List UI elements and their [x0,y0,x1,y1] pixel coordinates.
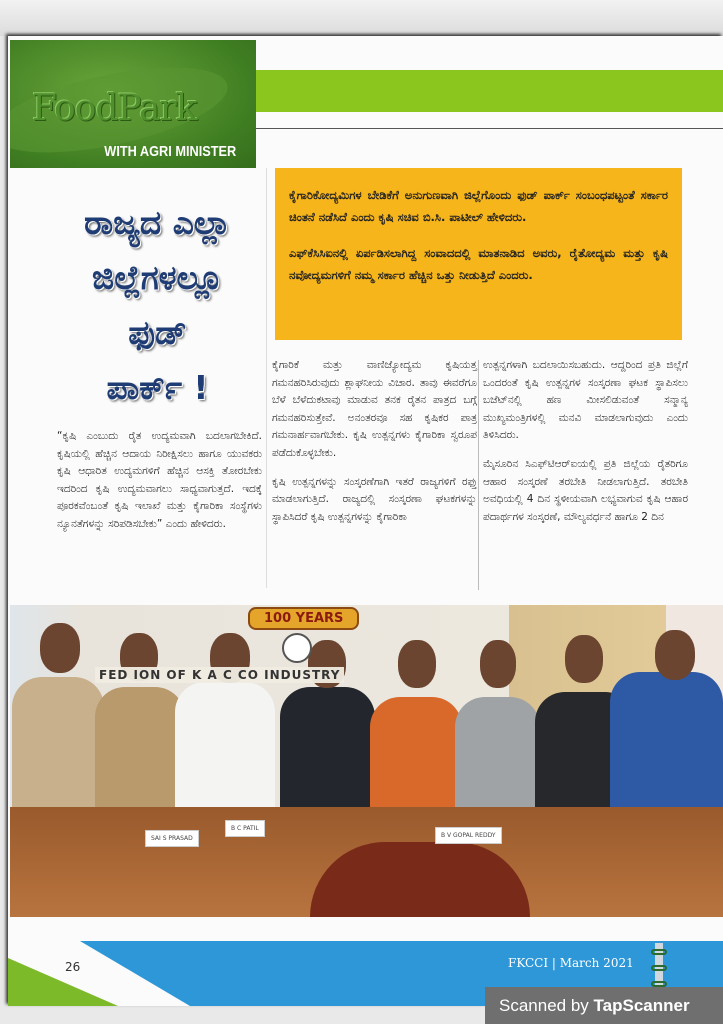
body-paragraph: ಕೈಗಾರಿಕೆ ಮತ್ತು ವಾಣಿಜ್ಯೋದ್ಯಮ ಕೃಷಿಯತ್ತ ಗಮನಹರಿಸಿರುವುದು ಶ್ಲಾಘನೀಯ ವಿಚಾರ. ತಾವು ಈವರೆಗೂ ಬೆಳೆ ಬೆಳೆದುಕಟಾವು ಮಾಡುವ ತನಕ ರೈತನ ಪಾತ್ರದ ಬಗ್ಗೆ ಗಮನಹರಿಸುತ್ತೇವೆ. ಅನಂತರವೂ ಸಹ ಕೃಷಿಕರ ಪಾತ್ರ ಗಮನಾರ್ಹವಾಗಬೇಕು. ಕೃಷಿ ಉತ್ಪನ್ನಗಳು ಕೈಗಾರಿಕಾ ಸ್ವರೂಪ ಪಡೆದುಕೊಳ್ಳಬೇಕು. [272,359,477,459]
fkcci-seal [282,633,312,663]
column-divider [478,360,479,590]
person-head [655,630,695,680]
header-divider [256,128,723,129]
headline-line: ಫುಡ್ [128,313,187,352]
highlight-box [275,168,682,340]
headline-line: ರಾಜ್ಯದ ಎಲ್ಲಾ [84,203,231,242]
highlight-paragraph: ಕೈಗಾರಿಕೋದ್ಯಮಿಗಳ ಬೇಡಿಕೆಗೆ ಅನುಗುಣವಾಗಿ ಜಿಲ್ಲೆಗೊಂದು ಫುಡ್ ಪಾರ್ಕ್ ಸಂಬಂಧಪಟ್ಟಂತೆ ಸರ್ಕಾರ ಚಿಂತನೆ ನಡೆಸಿದೆ ಎಂದು ಕೃಷಿ ಸಚಿವ ಬಿ.ಸಿ. ಪಾಟೀಲ್ ಹೇಳಿದರು. [289,188,668,224]
conference-table [10,807,723,917]
page-number: 26 [65,960,81,974]
scan-top-margin [0,0,723,36]
name-plate: B V GOPAL REDDY [435,827,502,844]
headline-line: ಜಿಲ್ಲೆಗಳಲ್ಲೂ [92,258,223,297]
watermark-brand: TapScanner [593,996,690,1015]
person-head [398,640,436,688]
name-plate: SAI S PRASAD [145,830,199,847]
column-divider [266,168,267,588]
tapscanner-watermark [485,987,723,1024]
body-paragraph: ಮೈಸೂರಿನ ಸಿಎಫ್‌ಟಿಆರ್‌ಐಯಲ್ಲಿ ಪ್ರತಿ ಜಿಲ್ಲೆಯ ರೈತರಿಗೂ ಆಹಾರ ಸಂಸ್ಕರಣೆ ತರಬೇತಿ ನೀಡಲಾಗುತ್ತಿದೆ. ತರಬೇತಿ ಅವಧಿಯಲ್ಲಿ 4 ದಿನ ಸ್ಥಳೀಯವಾಗಿ ಲಭ್ಯವಾಗುವ ಕೃಷಿ ಆಹಾರ ಪದಾರ್ಥಗಳ ಸಂಸ್ಕರಣೆ, ಮೌಲ್ಯವರ್ಧನೆ ಹಾಗೂ 2 ದಿನ [483,457,688,523]
name-plate: B C PATIL [225,820,265,837]
highlight-paragraph: ಎಫ್‌ಕೆಸಿಸಿಐನಲ್ಲಿ ಏರ್ಪಡಿಸಲಾಗಿದ್ದ ಸಂವಾದದಲ್ಲಿ ಮಾತನಾಡಿದ ಅವರು, ರೈತೋದ್ಯಮ ಮತ್ತು ಕೃಷಿ ನವೋದ್ಯಮಗಳಿಗೆ ನಮ್ಮ ಸರ್ಕಾರ ಹೆಚ್ಚಿನ ಒತ್ತು ನೀಡುತ್ತಿದೆ ಎಂದರು. [289,246,668,282]
event-photo [10,605,723,917]
banner-ribbon: 100 YEARS [248,607,359,630]
article-column-2 [483,357,688,526]
person-head [40,623,80,673]
article-headline [55,195,260,415]
header-green-bar [256,70,723,112]
headline-line: ಪಾರ್ಕ್ ! [106,368,209,407]
table-center [310,842,530,917]
person-head [565,635,603,683]
body-paragraph: ಉತ್ಪನ್ನಗಳಾಗಿ ಬದಲಾಯಿಸಬಹುದು. ಆದ್ದರಿಂದ ಪ್ರತಿ ಜಿಲ್ಲೆಗೆ ಒಂದರಂತೆ ಕೃಷಿ ಉತ್ಪನ್ನಗಳ ಸಂಸ್ಕರಣಾ ಘಟಕ ಸ್ಥಾಪಿಸಲು ಬಜೆಟ್‌ನಲ್ಲಿ ಹಣ ಮೀಸಲಿಡುವಂತೆ ಸನ್ಮಾನ್ಯ ಮುಖ್ಯಮಂತ್ರಿಗಳಲ್ಲಿ ಮನವಿ ಮಾಡಲಾಗುವುದು ಎಂದು ತಿಳಿಸಿದರು. [483,359,688,442]
pull-quote: “ಕೃಷಿ ಎಂಬುದು ರೈತ ಉದ್ಯಮವಾಗಿ ಬದಲಾಗಬೇಕಿದೆ. ಕೃಷಿಯಲ್ಲಿ ಹೆಚ್ಚಿನ ಆದಾಯ ನಿರೀಕ್ಷಿಸಲು ಹಾಗೂ ಯುವಕರು ಕೃಷಿ ಆಧಾರಿತ ಉದ್ಯಮಗಳಿಗೆ ಹೆಚ್ಚಿನ ಆಸಕ್ತಿ ತೋರಬೇಕು ಇದರಿಂದ ಕೃಷಿ ಉದ್ಯಮವಾಗಲು ಸಾಧ್ಯವಾಗುತ್ತದೆ. ಇದಕ್ಕೆ ಪೂರಕವೆಂಬಂತೆ ಕೃಷಿ ಇಲಾಖೆ ಮತ್ತು ಕೈಗಾರಿಕಾ ಸಂಸ್ಥೆಗಳು ನ್ಯೂನತೆಗಳನ್ನು ಸರಿಪಡಿಸಬೇಕು” ಎಂದು ಹೇಳಿದರು. [57,430,262,530]
footer-green-triangle [8,958,118,1006]
banner-text: FED ION OF K A C CO INDUSTRY [95,667,344,683]
body-paragraph: ಕೃಷಿ ಉತ್ಪನ್ನಗಳನ್ನು ಸಂಸ್ಕರಣೆಗಾಗಿ ಇತರೆ ರಾಜ್ಯಗಳಿಗೆ ರಫ್ತು ಮಾಡಲಾಗುತ್ತಿದೆ. ರಾಜ್ಯದಲ್ಲಿ ಸಂಸ್ಕರಣಾ ಘಟಕಗಳನ್ನು ಸ್ಥಾಪಿಸಿದರೆ ಕೃಷಿ ಉತ್ಪನ್ನಗಳನ್ನು ಕೈಗಾರಿಕಾ [272,475,477,523]
person-head [480,640,516,688]
section-label: WITH AGRI MINISTER [104,143,236,160]
foodpark-logo: FoodPark [32,88,197,129]
publication-info: FKCCI | March 2021 [508,956,634,970]
watermark-prefix: Scanned by [499,996,594,1015]
section-header-image [10,40,256,168]
article-column-1 [272,357,477,526]
